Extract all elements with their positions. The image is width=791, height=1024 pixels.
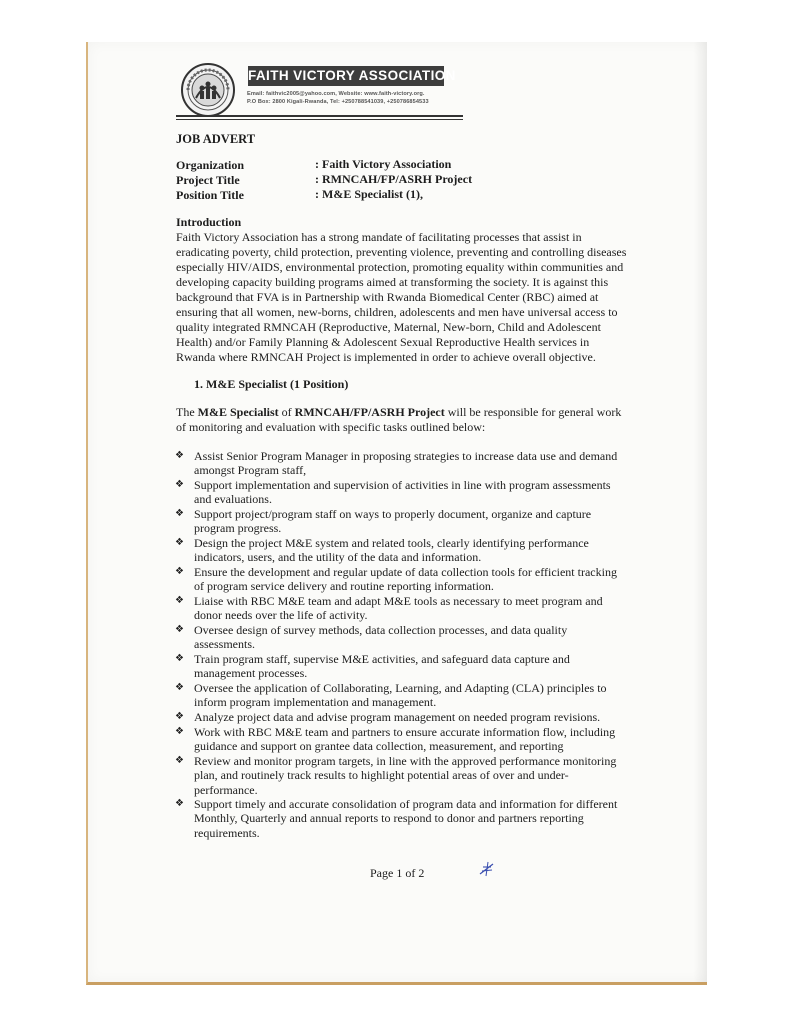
intro-line: Health) and/or Family Planning & Adolescent Sexual Reproductive Health services in: [176, 335, 590, 349]
intro-line: Rwanda where RMNCAH Project is implemented in order to achieve overall objective.: [176, 350, 596, 364]
responsibility-text-line: donor needs over the life of activity.: [194, 608, 368, 623]
responsibility-text-line: and evaluations.: [194, 492, 272, 507]
position-heading: 1. M&E Specialist (1 Position): [194, 377, 349, 391]
responsibility-text-line: amongst Program staff,: [194, 463, 307, 478]
bullet-diamond-icon: ❖: [175, 798, 184, 809]
responsibility-text-line: guidance and support on grantee data collection, measurement, and reporting: [194, 739, 564, 754]
organization-banner: FAITH VICTORY ASSOCIATION: [248, 66, 444, 86]
intro-bold-project: RMNCAH/FP/ASRH Project: [294, 405, 445, 419]
responsibility-text-line: Liaise with RBC M&E team and adapt M&E tools as necessary to meet program and: [194, 594, 603, 608]
responsibility-text-line: Oversee design of survey methods, data collection processes, and data quality: [194, 623, 568, 637]
bullet-diamond-icon: ❖: [175, 595, 184, 606]
contact-address-phone: P.O Box: 2800 Kigali-Rwanda, Tel: +250788541039, +250786854533: [247, 99, 429, 105]
responsibility-intro-line2: of monitoring and evaluation with specific tasks outlined below:: [176, 420, 486, 434]
responsibility-text-line: Monthly, Quarterly and annual reports to respond to donor and partners reporting: [194, 811, 584, 826]
field-value-project-title: : RMNCAH/FP/ASRH Project: [315, 172, 473, 186]
field-label-position-title: Position Title: [176, 188, 244, 202]
responsibility-text-line: Design the project M&E system and related tools, clearly identifying performance: [194, 536, 589, 550]
field-value-organization: : Faith Victory Association: [315, 157, 452, 171]
intro-line: eradicating poverty, child protection, preventing violence, preventing and controlling diseases: [176, 245, 627, 259]
responsibility-text-line: Oversee the application of Collaborating, Learning, and Adapting (CLA) principles to: [194, 681, 607, 695]
responsibility-intro-line: [176, 405, 621, 419]
fva-seal-icon: [180, 62, 236, 118]
responsibility-text-line: plan, and routinely track results to highlight potential areas of over and under-: [194, 768, 569, 783]
responsibility-text-line: Support project/program staff on ways to properly document, organize and capture: [194, 507, 592, 521]
responsibility-text-line: Support implementation and supervision of activities in line with program assessments: [194, 478, 611, 492]
intro-text: The: [176, 405, 198, 419]
intro-line: quality integrated RMNCAH (Reproductive, Maternal, New-born, Child and Adolescent: [176, 320, 601, 334]
responsibility-text-line: Train program staff, supervise M&E activities, and safeguard data capture and: [194, 652, 570, 666]
introduction-heading: Introduction: [176, 215, 242, 229]
intro-line: developing capacity building programs aimed at transforming the society. It is against this: [176, 275, 609, 289]
responsibility-text-line: Work with RBC M&E team and partners to ensure accurate information flow, including: [194, 725, 616, 739]
bullet-diamond-icon: ❖: [175, 624, 184, 635]
bullet-diamond-icon: ❖: [175, 711, 184, 722]
intro-line: ensuring that all women, new-borns, children, adolescents and men have universal access to: [176, 305, 618, 319]
intro-bold-position: M&E Specialist: [197, 405, 279, 419]
handwritten-initials-icon: [476, 858, 498, 880]
field-label-organization: Organization: [176, 158, 244, 172]
responsibility-text-line: management processes.: [194, 666, 308, 681]
intro-text: of: [278, 405, 295, 419]
intro-line: Faith Victory Association has a strong mandate of facilitating processes that assist in: [176, 230, 582, 244]
responsibility-text-line: Assist Senior Program Manager in proposing strategies to increase data use and demand: [194, 449, 618, 463]
intro-line: especially HIV/AIDS, environmental protection, promoting equality within communities and: [176, 260, 624, 274]
intro-line: background that FVA is in Partnership with Rwanda Biomedical Center (RBC) aimed at: [176, 290, 599, 304]
bullet-diamond-icon: ❖: [175, 566, 184, 577]
responsibility-text-line: indicators, users, and the utility of the data and information.: [194, 550, 482, 565]
responsibility-text-line: inform program implementation and management.: [194, 695, 437, 710]
responsibility-text-line: program progress.: [194, 521, 282, 536]
bullet-diamond-icon: ❖: [175, 450, 184, 461]
document-title: JOB ADVERT: [176, 132, 256, 146]
contact-email-website: Email: faithvic2005@yahoo.com, Website: www.faith-victory.org.: [247, 91, 425, 97]
responsibility-text-line: requirements.: [194, 825, 260, 840]
bullet-diamond-icon: ❖: [175, 755, 184, 766]
intro-text: will be responsible for general work: [444, 405, 622, 419]
responsibility-text-line: performance.: [194, 782, 258, 797]
responsibility-text-line: Analyze project data and advise program management on needed program revisions.: [194, 710, 601, 724]
responsibility-text-line: assessments.: [194, 637, 255, 652]
bullet-diamond-icon: ❖: [175, 537, 184, 548]
field-label-project-title: Project Title: [176, 173, 240, 187]
bullet-diamond-icon: ❖: [175, 479, 184, 490]
bullet-diamond-icon: ❖: [175, 653, 184, 664]
letterhead-rule: [176, 115, 463, 117]
field-value-position-title: : M&E Specialist (1),: [315, 187, 423, 201]
responsibility-text-line: of program service delivery and routine reporting information.: [194, 579, 494, 594]
responsibility-text-line: Support timely and accurate consolidation of program data and information for different: [194, 797, 618, 811]
letterhead-rule-thin: [176, 119, 463, 120]
responsibility-text-line: Review and monitor program targets, in line with the approved performance monitoring: [194, 754, 617, 768]
page-number: Page 1 of 2: [370, 866, 425, 880]
bullet-diamond-icon: ❖: [175, 682, 184, 693]
bullet-diamond-icon: ❖: [175, 726, 184, 737]
responsibility-text-line: Ensure the development and regular update of data collection tools for efficient tracking: [194, 565, 617, 579]
bullet-diamond-icon: ❖: [175, 508, 184, 519]
